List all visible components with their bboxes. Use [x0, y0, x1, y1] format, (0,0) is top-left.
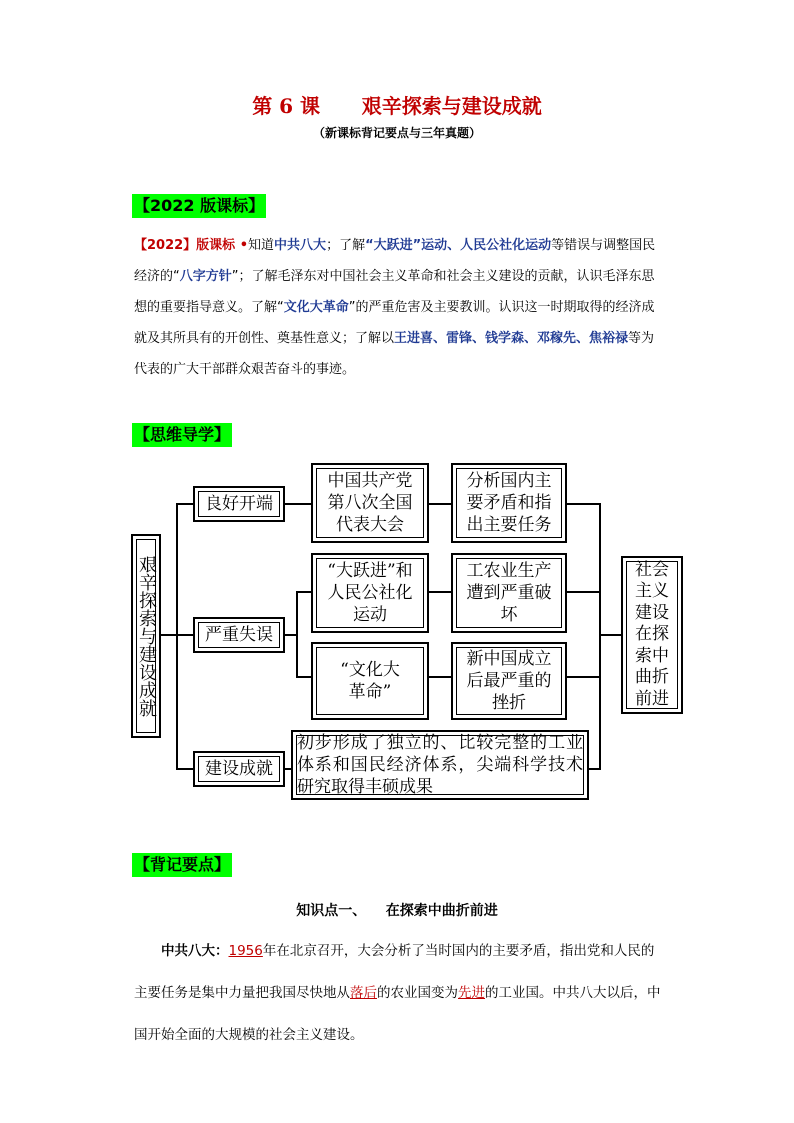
- branch-serious-mistakes: [193, 617, 285, 653]
- connector-line: [176, 503, 194, 505]
- connector-line: [176, 768, 194, 770]
- branch-label: 建设成就: [205, 759, 273, 779]
- connector-line: [428, 503, 452, 505]
- text-segment: 的农业国变为: [377, 985, 458, 1001]
- year-fill: 1956: [228, 943, 263, 959]
- keyword: 八字方针: [179, 269, 232, 284]
- text-segment: ”；了解毛泽东对中国社会主义革命和社会主义建设的贡献，认识毛泽东思想的重要指导意义。了解“: [134, 269, 655, 315]
- branch-good-start: [193, 486, 285, 522]
- standard-prefix: 【2022】版课标 •: [134, 238, 249, 253]
- connector-line: [176, 503, 178, 770]
- box-label: “大跃进”和人民公社化运动: [327, 561, 413, 625]
- mindmap-root: [131, 534, 161, 738]
- connector-line: [428, 591, 452, 593]
- text-segment: 知道: [248, 238, 275, 253]
- connector-line: [296, 676, 312, 678]
- box-label: “文化大革命”: [340, 660, 400, 702]
- mindmap-tag: 【思维导学】: [132, 423, 232, 447]
- text-segment: 等为代表的广大干部群众艰苦奋斗的事迹。: [134, 331, 655, 377]
- box-label: 新中国成立后最严重的挫折: [466, 649, 552, 713]
- text-segment: 等错误与调整国民经济的“: [134, 238, 656, 284]
- main-task-box: [451, 463, 567, 543]
- keyword: “大跃进”运动、人民公社化运动: [365, 238, 552, 253]
- lesson-subtitle: （新课标背记要点与三年真题）: [312, 126, 481, 140]
- lesson-title: 第 6 课 艰辛探索与建设成就: [252, 94, 542, 118]
- connector-line: [566, 503, 600, 505]
- achievements-detail-box: [291, 730, 589, 800]
- connector-line: [296, 591, 298, 678]
- keyword: 王进喜、雷锋、钱学森、邓稼先、焦裕禄: [394, 331, 629, 346]
- text-segment: ”的严重危害及主要教训。认识这一时期取得的经济成就及其所具有的开创性、奠基性意义；了解以: [134, 300, 655, 346]
- keyword: 文化大革命: [283, 300, 349, 315]
- text-segment: 的工业国。中共八大以后，中国开始全面的大规模的社会主义建设。: [134, 985, 661, 1043]
- box-label: 中国共产党第八次全国代表大会: [327, 471, 413, 535]
- keyword: 中共八大: [274, 238, 327, 253]
- branch-label: 良好开端: [205, 494, 273, 514]
- great-leap-box: [311, 553, 429, 633]
- conclusion-label: 社会主义建设在探索中曲折前进: [635, 559, 669, 709]
- answer-fill: 先进: [458, 985, 485, 1001]
- standard-tag: 【2022 版课标】: [132, 194, 266, 218]
- knowledge-paragraph: [134, 930, 666, 1056]
- production-damage-box: [451, 553, 567, 633]
- cultural-revolution-box: [311, 642, 429, 720]
- mindmap-root-label: 艰辛探索与建设成就: [136, 555, 157, 717]
- standard-paragraph: [134, 230, 664, 385]
- worst-setback-box: [451, 642, 567, 720]
- connector-line: [600, 634, 622, 636]
- box-label: 初步形成了独立的、比较完整的工业体系和国民经济体系，尖端科学技术研究取得丰硕成果: [297, 733, 583, 797]
- eighth-congress-box: [311, 463, 429, 543]
- answer-fill: 落后: [350, 985, 377, 1001]
- text-segment: 年在北京召开，大会分析了当时国内的主要矛盾，指出党和人民的主要任务是集中力量把我国尽快地从: [134, 943, 655, 1001]
- connector-line: [428, 676, 452, 678]
- connector-line: [296, 591, 312, 593]
- box-label: 工农业生产遭到严重破坏: [466, 561, 552, 625]
- text-segment: ；了解: [326, 238, 366, 253]
- connector-line: [566, 591, 600, 593]
- keypoints-tag: 【背记要点】: [132, 853, 232, 877]
- box-label: 分析国内主要矛盾和指出主要任务: [466, 471, 552, 535]
- lead-label: 中共八大：: [161, 943, 229, 959]
- conclusion-box: [621, 556, 683, 714]
- connector-line: [599, 503, 601, 770]
- connector-line: [566, 676, 600, 678]
- knowledge-point-title: 知识点一、 在探索中曲折前进: [296, 903, 498, 919]
- connector-line: [284, 503, 312, 505]
- branch-label: 严重失误: [205, 625, 273, 645]
- branch-achievements: [193, 751, 285, 787]
